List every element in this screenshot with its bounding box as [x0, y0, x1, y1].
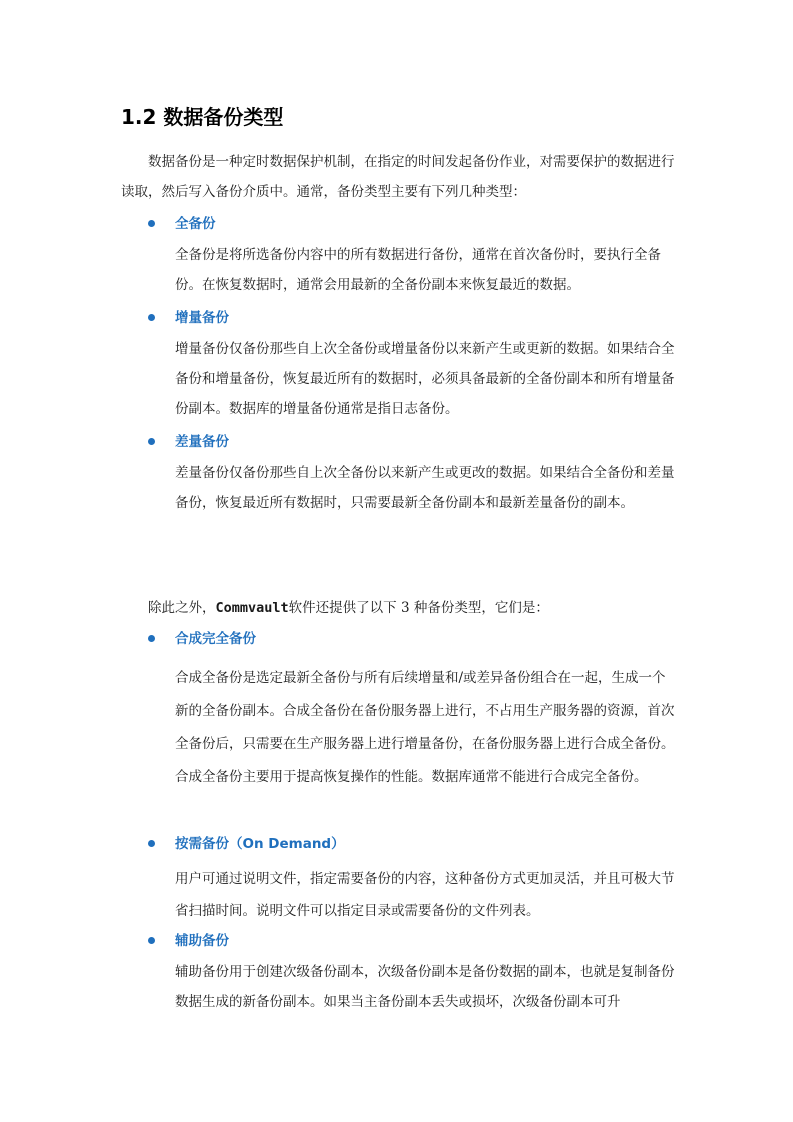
bullet-title-label: 合成完全备份 [175, 631, 256, 647]
extra-intro-prefix: 除此之外， [148, 600, 216, 616]
auxiliary-backup-description: 辅助备份用于创建次级备份副本，次级备份副本是备份数据的副本，也就是复制备份数据生成的新备份副本。如果当主备份副本丢失或损坏，次级备份副本可升 [175, 964, 675, 1010]
bullet-dot-icon [148, 937, 155, 944]
bullet-dot-icon [148, 438, 155, 445]
bullet-title-label: 按需备份（On Demand） [175, 836, 345, 852]
incremental-backup-description: 增量备份仅备份那些自上次全备份或增量备份以来新产生或更新的数据。如果结合全备份和增量备份，恢复最近所有的数据时，必须具备最新的全备份副本和所有增量备份副本。数据库的增量备份通常是指日志备份。 [175, 341, 675, 417]
bullet-full-backup [148, 213, 216, 235]
bullet-auxiliary-backup [148, 930, 229, 952]
bullet-on-demand-backup [148, 833, 345, 855]
on-demand-backup-description: 用户可通过说明文件，指定需要备份的内容，这种备份方式更加灵活，并且可极大节省扫描时间。说明文件可以指定目录或需要备份的文件列表。 [175, 871, 675, 919]
bullet-incremental-backup [148, 307, 229, 329]
synthetic-full-backup-description: 合成全备份是选定最新全备份与所有后续增量和/或差异备份组合在一起，生成一个新的全备份副本。合成全备份在备份服务器上进行，不占用生产服务器的资源，首次全备份后，只需要在生产服务器上进行增量备份，在备份服务器上进行合成全备份。合成全备份主要用于提高恢复操作的性能。数据库通常不能进行合成完全备份。 [175, 670, 675, 785]
full-backup-description: 全备份是将所选备份内容中的所有数据进行备份，通常在首次备份时，要执行全备份。在恢复数据时，通常会用最新的全备份副本来恢复最近的数据。 [175, 247, 661, 293]
differential-backup-description: 差量备份仅备份那些自上次全备份以来新产生或更改的数据。如果结合全备份和差量备份，恢复最近所有数据时，只需要最新全备份副本和最新差量备份的副本。 [175, 465, 675, 511]
bullet-title-label: 增量备份 [175, 310, 229, 326]
bullet-title-label: 全备份 [175, 216, 216, 232]
bullet-synthetic-full-backup [148, 628, 256, 650]
bullet-dot-icon [148, 314, 155, 321]
bullet-title-label: 辅助备份 [175, 933, 229, 949]
bullet-dot-icon [148, 840, 155, 847]
product-name: Commvault [215, 600, 289, 616]
bullet-dot-icon [148, 220, 155, 227]
section-title: 1.2 数据备份类型 [121, 105, 284, 129]
extra-intro-suffix: 软件还提供了以下 3 种备份类型，它们是： [288, 600, 549, 616]
bullet-differential-backup [148, 431, 229, 453]
extra-intro-paragraph [148, 593, 678, 623]
bullet-dot-icon [148, 635, 155, 642]
bullet-title-label: 差量备份 [175, 434, 229, 450]
intro-paragraph: 数据备份是一种定时数据保护机制，在指定的时间发起备份作业，对需要保护的数据进行读取，然后写入备份介质中。通常，备份类型主要有下列几种类型： [121, 154, 675, 200]
